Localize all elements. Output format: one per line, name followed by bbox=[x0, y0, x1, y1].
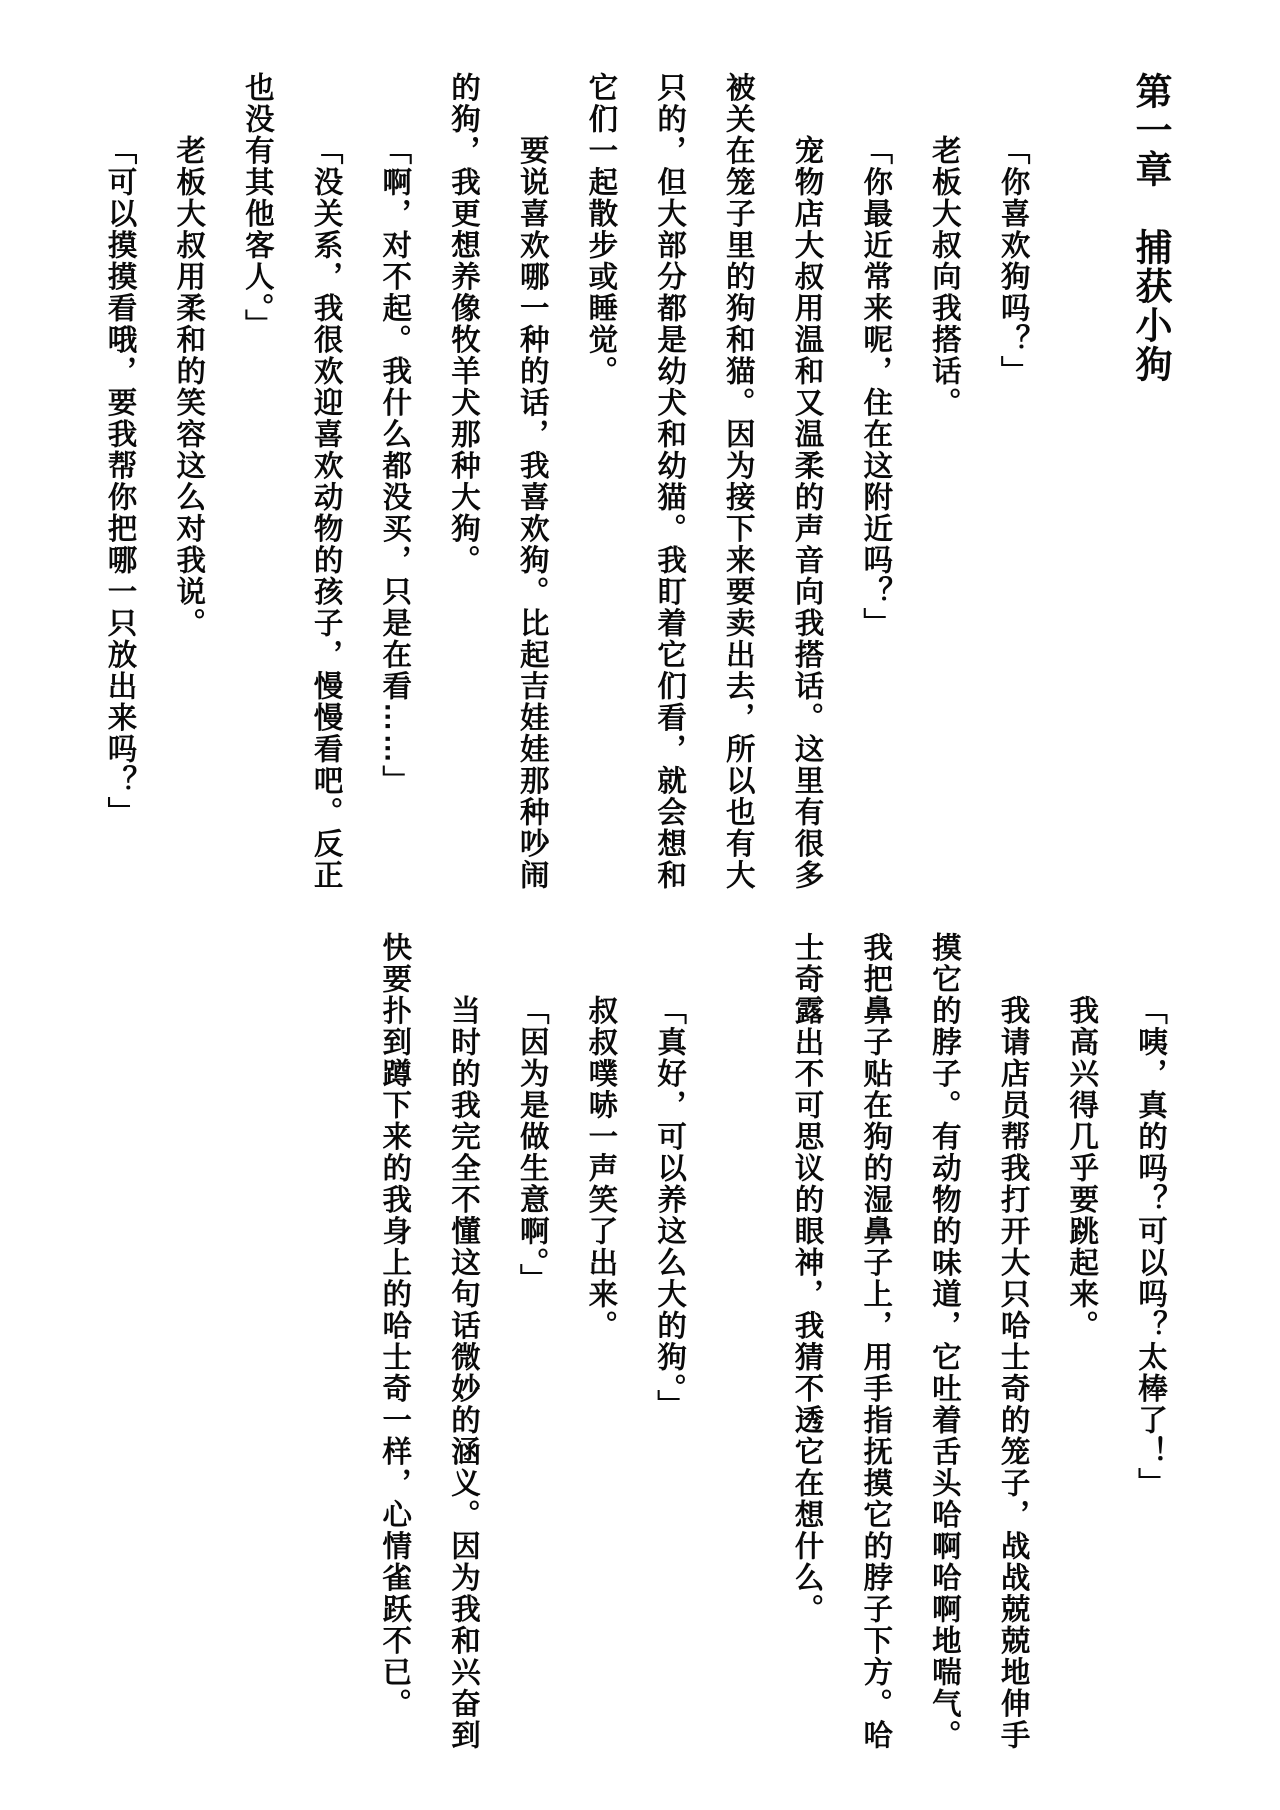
text-column: 「你最近常来呢，住在这附近吗？」 bbox=[859, 135, 893, 639]
text-column: 「因为是做生意啊。」 bbox=[515, 995, 549, 1296]
text-column: 它们一起散步或睡觉。 bbox=[584, 72, 618, 387]
text-column: 我高兴得几乎要跳起来。 bbox=[1065, 995, 1099, 1342]
text-column: 摸它的脖子。有动物的味道，它吐着舌头哈啊哈啊地喘气。 bbox=[927, 932, 961, 1751]
text-column: 快要扑到蹲下来的我身上的哈士奇一样，心情雀跃不已。 bbox=[378, 932, 412, 1720]
text-column: 被关在笼子里的狗和猫。因为接下来要卖出去，所以也有大 bbox=[721, 72, 755, 891]
text-column: 宠物店大叔用温和又温柔的声音向我搭话。这里有很多 bbox=[790, 135, 824, 891]
text-column: 「没关系，我很欢迎喜欢动物的孩子，慢慢看吧。反正 bbox=[309, 135, 343, 891]
text-column: 「可以摸摸看哦，要我帮你把哪一只放出来吗？」 bbox=[103, 135, 137, 828]
text-column: 「啊，对不起。我什么都没买，只是在看……」 bbox=[378, 135, 412, 797]
text-column: 老板大叔用柔和的笑容这么对我说。 bbox=[172, 135, 206, 639]
text-column: 也没有其他客人。」 bbox=[240, 72, 274, 341]
text-column: 老板大叔向我搭话。 bbox=[927, 135, 961, 419]
text-column: 我把鼻子贴在狗的湿鼻子上，用手指抚摸它的脖子下方。哈 bbox=[859, 932, 893, 1751]
text-column: 「咦，真的吗？可以吗？太棒了！」 bbox=[1134, 995, 1167, 1499]
text-column: 「真好，可以养这么大的狗。」 bbox=[653, 995, 687, 1422]
text-column: 只的，但大部分都是幼犬和幼猫。我盯着它们看，就会想和 bbox=[653, 72, 687, 891]
text-column: 要说喜欢哪一种的话，我喜欢狗。比起吉娃娃那种吵闹 bbox=[515, 135, 549, 891]
text-column: 当时的我完全不懂这句话微妙的涵义。因为我和兴奋到 bbox=[447, 995, 480, 1751]
text-column: 叔叔噗哧一声笑了出来。 bbox=[584, 995, 618, 1342]
text-column: 我请店员帮我打开大只哈士奇的笼子，战战兢兢地伸手 bbox=[996, 995, 1030, 1751]
text-column: 士奇露出不可思议的眼神，我猜不透它在想什么。 bbox=[790, 932, 824, 1625]
text-column: 「你喜欢狗吗？」 bbox=[996, 135, 1030, 387]
chapter-title: 第一章 捕获小狗 bbox=[1130, 72, 1171, 384]
text-column: 的狗，我更想养像牧羊犬那种大狗。 bbox=[447, 72, 480, 576]
